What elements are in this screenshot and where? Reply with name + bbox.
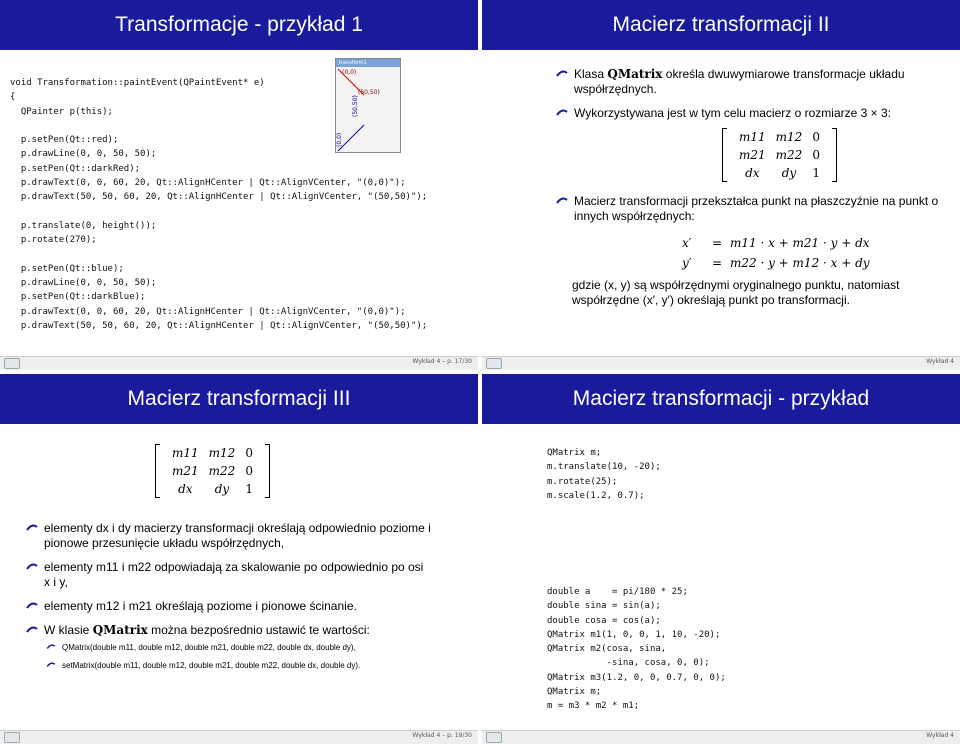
slide-transformacje-przyklad-1 (0, 0, 478, 370)
qt-label-red-origin: (0,0) (342, 69, 357, 76)
logo-icon (4, 732, 20, 743)
sub-bullet-item (44, 660, 432, 671)
bullet-text: W klasie (44, 623, 93, 637)
code-line: -sina, cosa, 0, 0); (547, 658, 710, 669)
matrix-cell: m11 (739, 130, 766, 144)
code-line: p.drawText(50, 50, 60, 20, Qt::AlignHCenter | Qt::AlignVCenter, "(50,50)"); (10, 192, 428, 203)
bullet-item (552, 67, 957, 97)
code-line: m.scale(1.2, 0.7); (547, 490, 645, 501)
equation-op: = (711, 236, 723, 250)
bullet-icon (556, 197, 568, 205)
code-line: p.drawLine(0, 0, 50, 50); (10, 278, 157, 289)
matrix-bracket-right (265, 444, 270, 498)
bullet-icon (556, 109, 568, 117)
qt-label-blue-5050: (50,50) (352, 95, 359, 117)
bullet-item (552, 106, 957, 121)
equation-y (682, 253, 870, 273)
matrix-cell: dy (214, 482, 230, 496)
bullet-text: można bezpośrednio ustawić te wartości: (147, 623, 370, 637)
sub-bullet-icon (46, 662, 56, 668)
qt-window-title: transform1 (339, 60, 367, 66)
code-line: QMatrix m; (547, 448, 602, 458)
bullet-item (552, 194, 960, 224)
code-line: p.drawLine(0, 0, 50, 50); (10, 149, 157, 160)
qt-drawing (336, 67, 400, 153)
matrix-cell: m12 (775, 130, 803, 144)
code-block-qmatrix (547, 446, 661, 503)
bullet-item (22, 521, 432, 551)
matrix-cell: 0 (245, 464, 253, 478)
code-line: double a = pi/180 * 25; (547, 587, 688, 597)
code-line: QMatrix m; (547, 687, 602, 698)
equation-op: = (711, 256, 723, 270)
matrix-row (167, 462, 258, 480)
bullet-text: elementy m11 i m22 odpowiadają za skalowanie po odpowiednio po osi x i y, (44, 560, 424, 589)
bullet-item (22, 599, 432, 614)
slide-title: Transformacje - przykład 1 (115, 13, 363, 36)
code-line: double sina = sin(a); (547, 601, 661, 612)
slide-footer (482, 730, 960, 744)
bullet-text: Macierz transformacji przekształca punkt na płaszczyźnie na punkt o innych współrzędnych: (574, 194, 939, 223)
transform-equations (682, 233, 870, 273)
code-line: p.drawText(50, 50, 60, 20, Qt::AlignHCenter | Qt::AlignVCenter, "(50,50)"); (10, 321, 428, 332)
sub-bullet-icon (46, 644, 56, 650)
code-line: QMatrix m3(1.2, 0, 0, 0.7, 0, 0); (547, 672, 726, 683)
code-line: void Transformation::paintEvent(QPaintEvent* e) (10, 78, 265, 88)
slide-title-bar (0, 0, 478, 50)
code-line: p.setPen(Qt::darkBlue); (10, 292, 146, 303)
bullet-text: Klasa (574, 67, 608, 81)
matrix-cell: 0 (245, 446, 253, 460)
slide-footer (482, 356, 960, 370)
bullet-list (552, 194, 960, 233)
bullet-text: elementy m12 i m21 określają poziome i pionowe ścinanie. (44, 599, 357, 613)
code-line: m = m3 * m2 * m1; (547, 701, 640, 712)
matrix-cell: dy (781, 166, 797, 180)
code-line: p.drawText(0, 0, 60, 20, Qt::AlignHCenter | Qt::AlignVCenter, "(0,0)"); (10, 178, 406, 189)
equation-rhs: m22 · y + m12 · x + dy (730, 256, 870, 270)
bullet-icon (26, 524, 38, 532)
code-line: m.rotate(25); (547, 476, 618, 487)
slide-title-bar (482, 0, 960, 50)
code-line: double cosa = cos(a); (547, 615, 661, 626)
matrix-bracket-right (832, 128, 837, 182)
code-block-manual-matrix (547, 585, 726, 714)
code-line: QMatrix m1(1, 0, 0, 1, 10, -20); (547, 629, 721, 640)
bullet-text: elementy dx i dy macierzy transformacji określają odpowiednio poziome i pionowe przesunięcie układu współrzędnych, (44, 521, 431, 550)
matrix-cell: m21 (739, 148, 766, 162)
matrix-cell: 0 (812, 148, 820, 162)
matrix-row (734, 146, 825, 164)
class-name: QMatrix (92, 623, 148, 637)
code-line: p.setPen(Qt::red); (10, 135, 119, 146)
code-line: QPainter p(this); (10, 106, 113, 117)
matrix-bracket-left (722, 128, 727, 182)
slide-footer (0, 730, 478, 744)
bullet-text: gdzie (x, y) są współrzędnymi oryginalnego punktu, natomiast współrzędne (x′, y′) określają punkt po transformacji. (572, 278, 900, 307)
slide-footer (0, 356, 478, 370)
matrix-cell: 1 (245, 482, 253, 496)
sub-bullet-list (44, 642, 432, 671)
equation-rhs: m11 · x + m21 · y + dx (730, 236, 870, 250)
bullet-item (22, 623, 432, 671)
matrix-table (734, 128, 825, 182)
sub-bullet-text: setMatrix(double m11, double m12, double m21, double m22, double dx, double dy). (62, 661, 361, 670)
bullet-icon (556, 70, 568, 78)
sub-bullet-item (44, 642, 432, 653)
sub-bullet-text: QMatrix(double m11, double m12, double m21, double m22, double dx, double dy), (62, 643, 356, 652)
page-number: Wykład 4 – p. 19/30 (412, 732, 472, 739)
matrix-row (734, 164, 825, 182)
slide-title: Macierz transformacji - przykład (572, 387, 870, 410)
bullet-icon (26, 563, 38, 571)
code-line (10, 248, 427, 262)
code-line: m.translate(10, -20); (547, 462, 661, 473)
matrix-cell: m21 (172, 464, 199, 478)
slide-macierz-transformacji-2 (482, 0, 960, 370)
equation-x (682, 233, 870, 253)
bullet-icon (26, 602, 38, 610)
code-line: p.rotate(270); (10, 235, 97, 246)
code-line: p.setPen(Qt::blue); (10, 263, 124, 274)
logo-icon (4, 358, 20, 369)
code-line: QMatrix m2(cosa, sina, (547, 644, 667, 655)
code-line: p.drawText(0, 0, 60, 20, Qt::AlignHCenter | Qt::AlignVCenter, "(0,0)"); (10, 306, 406, 317)
logo-icon (486, 358, 502, 369)
matrix-cell: m22 (208, 464, 236, 478)
bullet-text: Wykorzystywana jest w tym celu macierz o rozmiarze 3 × 3: (574, 106, 891, 120)
matrix-row (167, 480, 258, 498)
class-name: QMatrix (607, 67, 663, 81)
slide-title: Macierz transformacji II (612, 13, 830, 36)
bullet-icon (26, 626, 38, 634)
matrix-cell: dx (745, 166, 760, 180)
matrix-bracket-left (155, 444, 160, 498)
matrix-cell: m12 (208, 446, 236, 460)
matrix-cell: dx (178, 482, 193, 496)
qt-label-red-5050: (50,50) (358, 89, 380, 96)
code-line (10, 205, 427, 219)
page-number: Wykład 4 (926, 732, 954, 739)
logo-icon (486, 732, 502, 743)
code-line: p.translate(0, height()); (10, 220, 157, 231)
qt-label-blue-origin: (0,0) (336, 132, 343, 147)
equation-lhs: x′ (682, 236, 692, 250)
equation-lhs: y′ (682, 256, 692, 270)
qt-demo-window (335, 58, 401, 153)
matrix-row (167, 444, 258, 462)
slide-title-bar (0, 374, 478, 424)
transformation-matrix (722, 128, 837, 182)
explanation-text (572, 278, 957, 308)
slide-macierz-transformacji-przyklad (482, 374, 960, 744)
bullet-item (22, 560, 432, 590)
transformation-matrix (155, 444, 270, 498)
code-line: { (10, 92, 16, 103)
matrix-row (734, 128, 825, 146)
slide-macierz-transformacji-3 (0, 374, 478, 744)
matrix-cell: 1 (812, 166, 820, 180)
page-number: Wykład 4 – p. 17/30 (412, 358, 472, 365)
matrix-cell: m22 (775, 148, 803, 162)
page-number: Wykład 4 (926, 358, 954, 365)
code-line: p.setPen(Qt::darkRed); (10, 163, 141, 174)
bullet-text: określa dwuwymiarowe transformacje układu współrzędnych. (574, 67, 905, 96)
bullet-list (22, 521, 432, 680)
qt-window-titlebar (336, 59, 400, 67)
matrix-cell: m11 (172, 446, 199, 460)
slide-title: Macierz transformacji III (127, 387, 351, 410)
bullet-list (552, 67, 957, 130)
matrix-cell: 0 (812, 130, 820, 144)
matrix-table (167, 444, 258, 498)
slide-title-bar (482, 374, 960, 424)
